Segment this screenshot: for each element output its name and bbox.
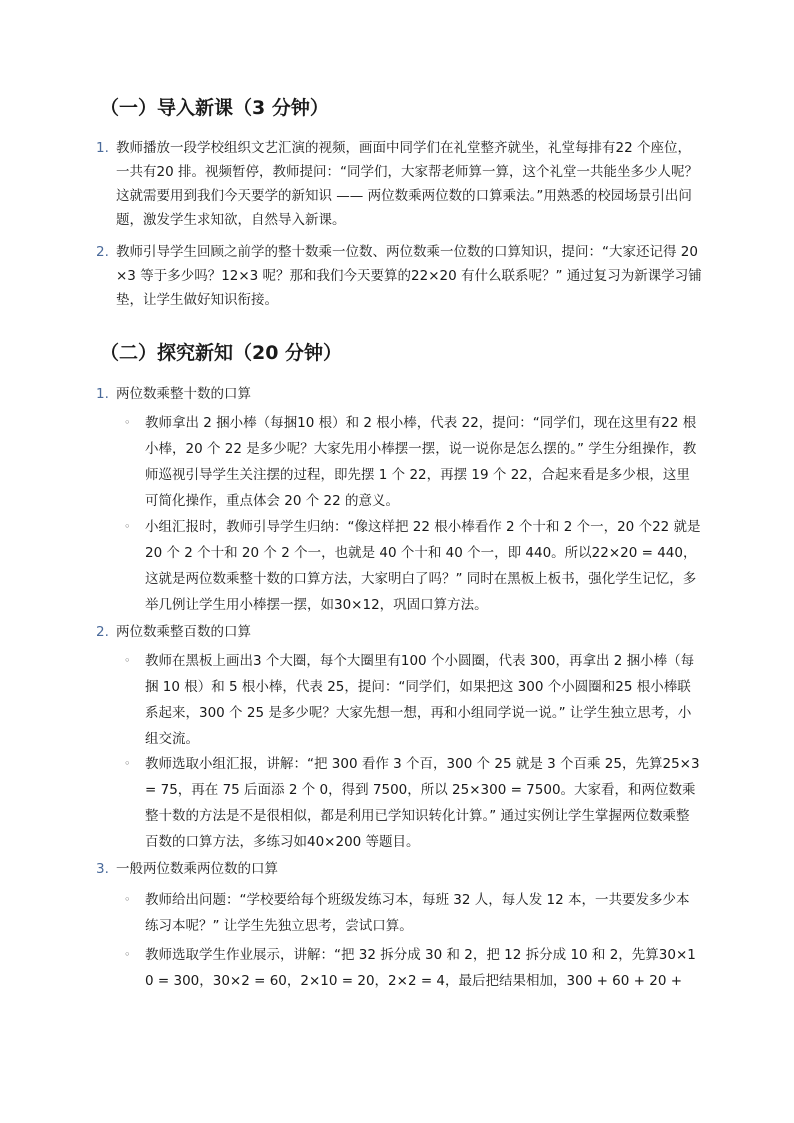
bullet-text: 教师选取小组汇报，讲解：“把 300 看作 3 个百，300 个 25 就是 3 个百乘 25，先算25×3 = 75，再在 75 后面添 2 个 0，得到 7500，所以 25×300 = 7500。大家看，和两位数乘整十数的方法是不是很相似，都是利用已学知识转化计算。” 通过实例让学生掌握两位数乘整百数的口算方法，多练习如40×200 等题目。 [145,756,700,850]
bullet-icon: ◦ [124,948,131,961]
bullet-text: 教师给出问题：“学校要给每个班级发练习本，每班 32 人，每人发 12 本，一共要发多少本练习本呢？” 让学生先独立思考，尝试口算。 [145,892,690,934]
bullet-icon: ◦ [124,757,131,770]
bullet-text: 教师拿出 2 捆小棒（每捆10 根）和 2 根小棒，代表 22，提问：“同学们，现在这里有22 根小棒，20 个 22 是多少呢？大家先用小棒摆一摆，说一说你是怎么摆的。” 学生分组操作，教师巡视引导学生关注摆的过程，即先摆 1 个 22，再摆 19 个 22，合起来看是多少根，这里可简化操作，重点体会 20 个 22 的意义。 [145,415,697,509]
bullet-text: 教师选取学生作业展示，讲解：“把 32 拆分成 30 和 2，把 12 拆分成 10 和 2，先算30×10 = 300，30×2 = 60，2×10 = 20，2×2 = 4，最后把结果相加，300 + 60 + 20 + [145,947,696,989]
list-number: 2. [96,244,109,260]
topic-title: 两位数乘整百数的口算 [116,624,251,640]
list-number: 2. [96,624,109,640]
list-number: 1. [96,386,109,402]
list-number: 1. [96,140,109,156]
list-item-text: 教师播放一段学校组织文艺汇演的视频，画面中同学们在礼堂整齐就坐，礼堂每排有22 个座位，一共有20 排。视频暂停，教师提问：“同学们，大家帮老师算一算，这个礼堂一共能坐多少人呢？这就需要用到我们今天要学的新知识 —— 两位数乘两位数的口算乘法。”用熟悉的校园场景引出问题，激发学生求知欲，自然导入新课。 [116,140,698,228]
bullet-text: 小组汇报时，教师引导学生归纳：“像这样把 22 根小棒看作 2 个十和 2 个一，20 个22 就是 20 个 2 个十和 20 个 2 个一，也就是 40 个十和 40 个一，即 440。所以22×20 = 440，这就是两位数乘整十数的口算方法，大家明白了吗？” 同时在黑板上板书，强化学生记忆，多举几例让学生用小棒摆一摆，如30×12，巩固口算方法。 [145,519,701,613]
topic-title: 两位数乘整十数的口算 [116,386,251,402]
bullet-icon: ◦ [124,654,131,667]
section-heading-explore: （二）探究新知（20 分钟） [100,342,343,364]
list-number: 3. [96,861,109,877]
topic-title: 一般两位数乘两位数的口算 [116,861,278,877]
section-heading-intro: （一）导入新课（3 分钟） [100,97,329,119]
bullet-icon: ◦ [124,416,131,429]
bullet-icon: ◦ [124,893,131,906]
bullet-icon: ◦ [124,520,131,533]
list-item-text: 教师引导学生回顾之前学的整十数乘一位数、两位数乘一位数的口算知识，提问：“大家还记得 20×3 等于多少吗？12×3 呢？那和我们今天要算的22×20 有什么联系呢？” 通过复习为新课学习铺垫，让学生做好知识衔接。 [116,244,702,308]
bullet-text: 教师在黑板上画出3 个大圈，每个大圈里有100 个小圆圈，代表 300，再拿出 2 捆小棒（每捆 10 根）和 5 根小棒，代表 25，提问：“同学们，如果把这 300 个小圆圈和25 根小棒联系起来，300 个 25 是多少呢？大家先想一想，再和小组同学说一说。” 让学生独立思考，小组交流。 [145,653,695,747]
